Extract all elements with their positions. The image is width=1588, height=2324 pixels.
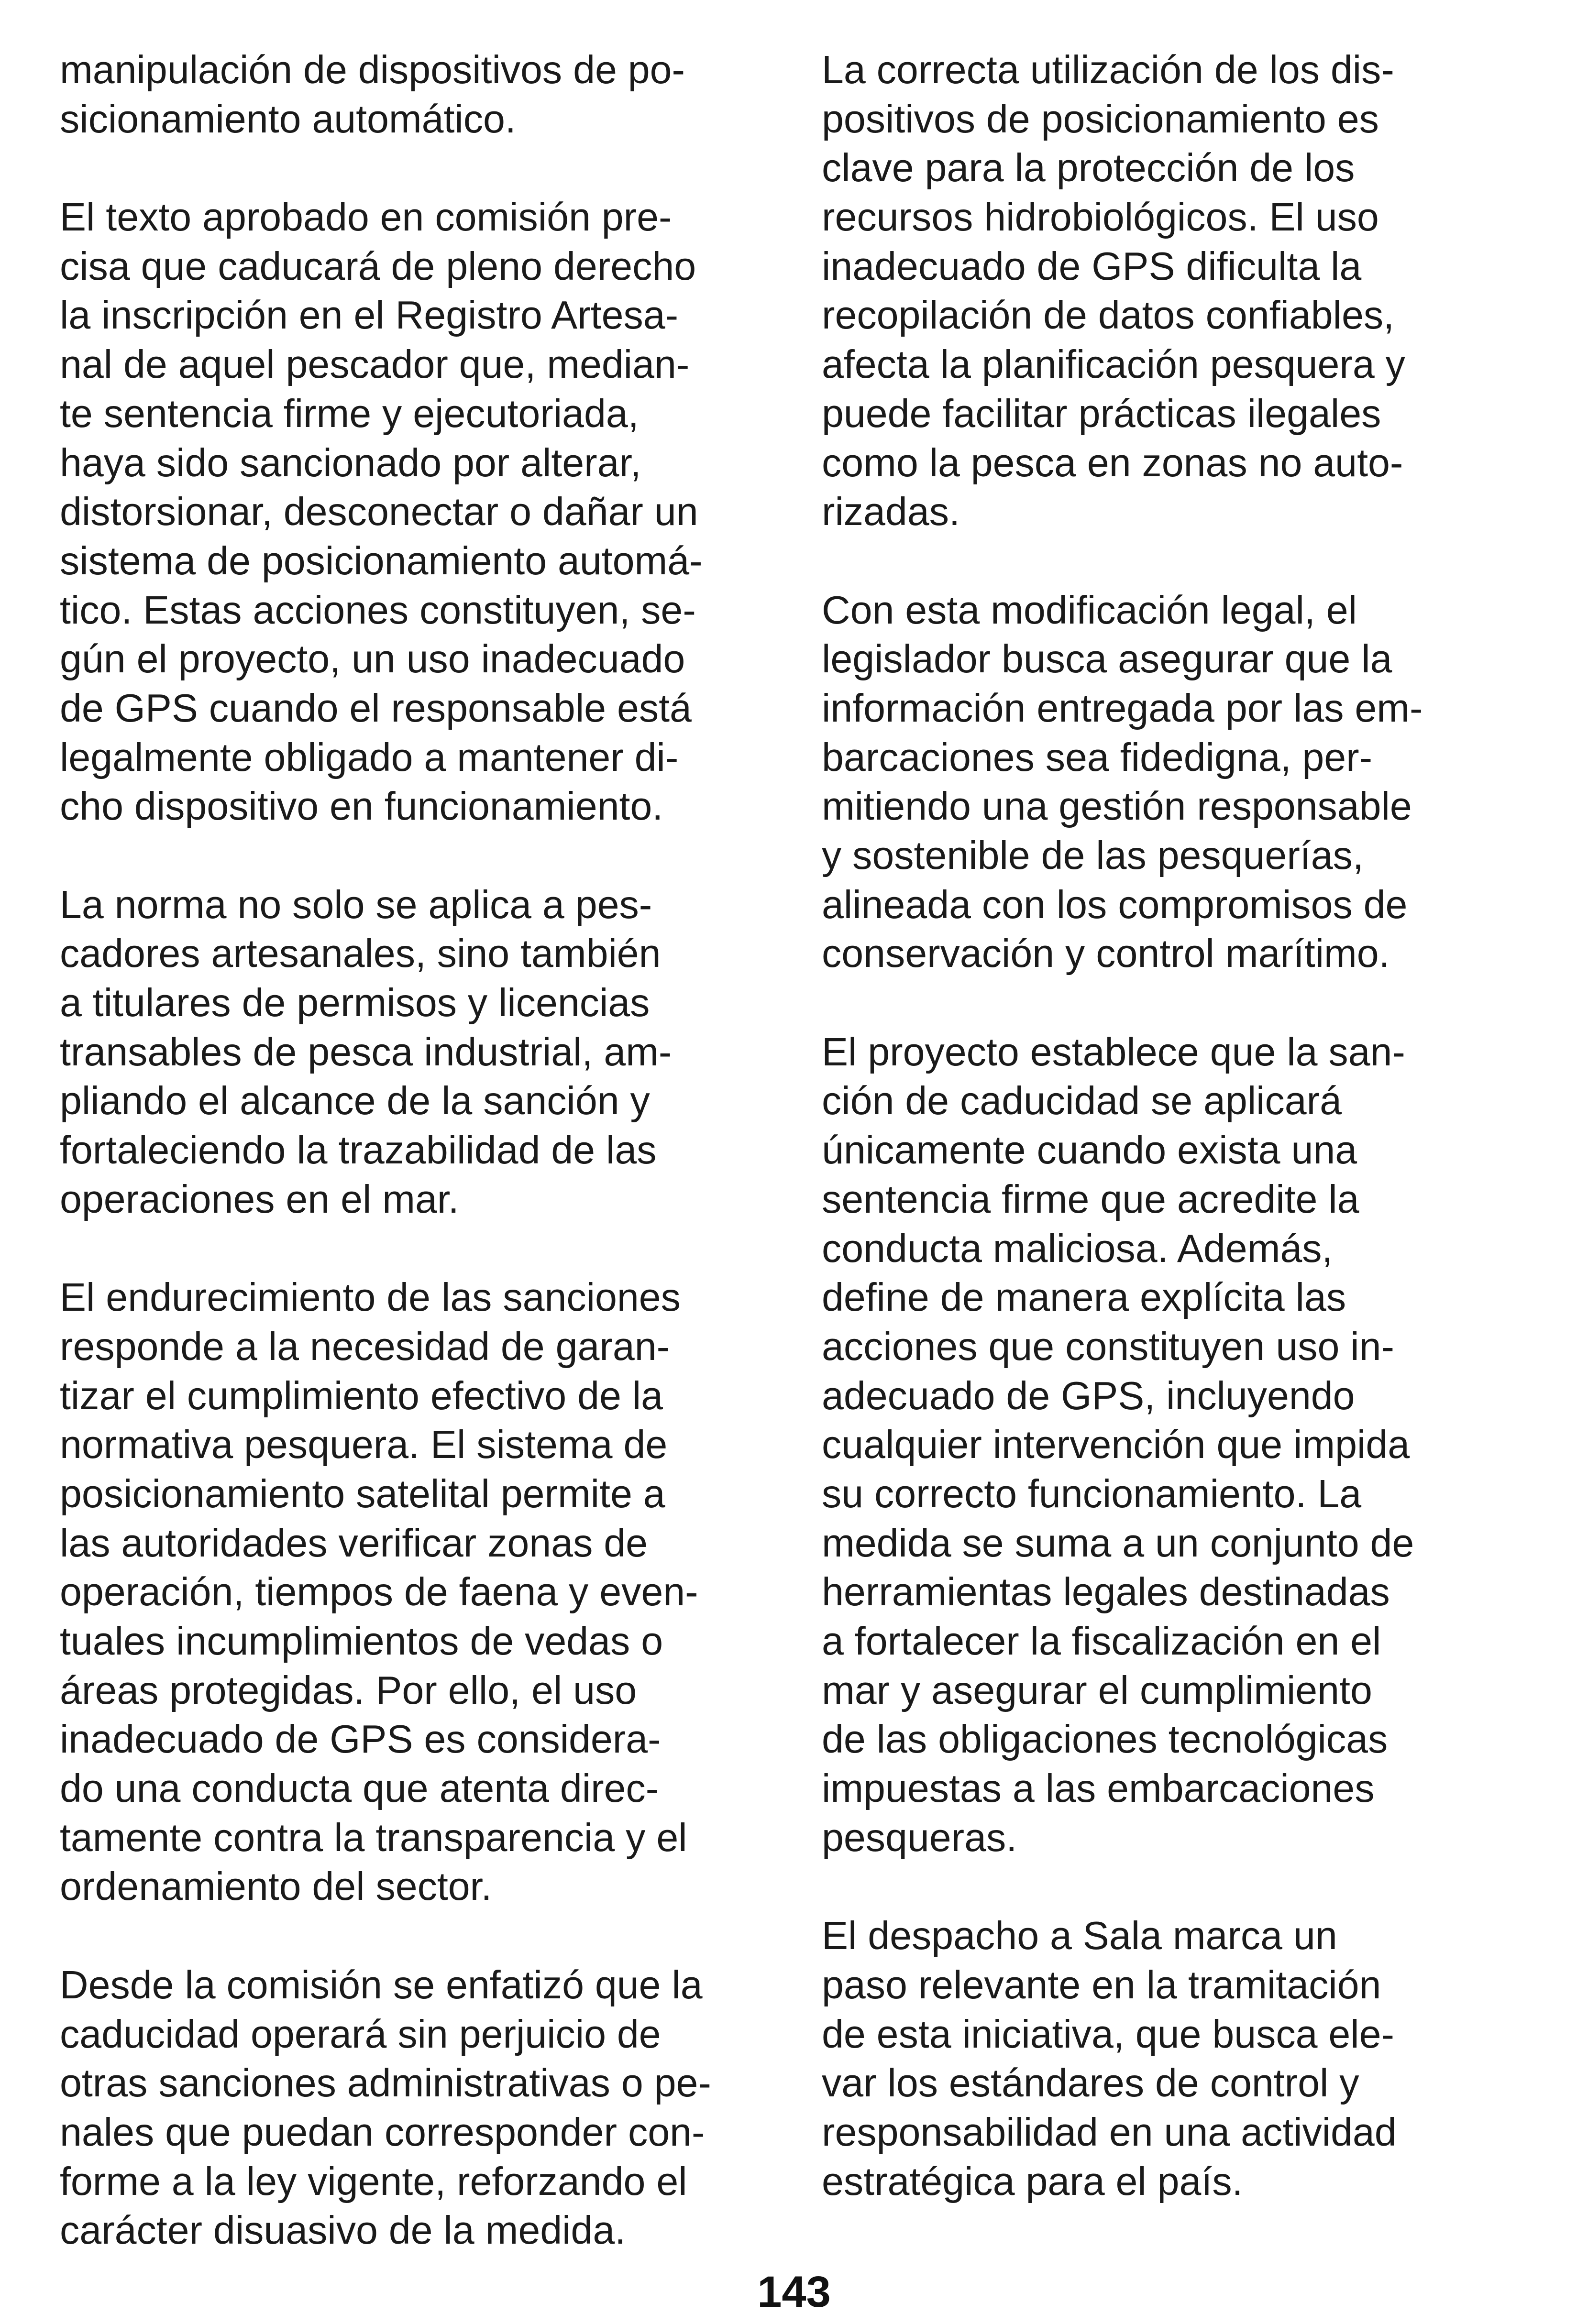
text-line: barcaciones sea fidedigna, per- xyxy=(822,735,1373,779)
text-line: nal de aquel pescador que, median- xyxy=(60,342,690,387)
left-text-column xyxy=(60,45,792,2255)
text-line: de GPS cuando el responsable está xyxy=(60,686,692,730)
right-text-column xyxy=(822,45,1554,2206)
page-number: 143 xyxy=(757,2268,831,2316)
text-line: cho dispositivo en funcionamiento. xyxy=(60,784,663,829)
text-line: impuestas a las embarcaciones xyxy=(822,1766,1375,1811)
text-line: operaciones en el mar. xyxy=(60,1177,459,1221)
text-line: estratégica para el país. xyxy=(822,2159,1243,2203)
text-line: tamente contra la transparencia y el xyxy=(60,1815,687,1860)
paragraph-gap xyxy=(60,143,792,193)
text-line: El texto aprobado en comisión pre- xyxy=(60,195,672,240)
text-line: medida se suma a un conjunto de xyxy=(822,1521,1414,1565)
text-line: distorsionar, desconectar o dañar un xyxy=(60,490,698,534)
text-line: forme a la ley vigente, reforzando el xyxy=(60,2159,687,2203)
text-line: fortaleciendo la trazabilidad de las xyxy=(60,1128,657,1173)
text-line: La correcta utilización de los dis- xyxy=(822,48,1394,92)
text-line: sicionamiento automático. xyxy=(60,97,516,141)
text-line: clave para la protección de los xyxy=(822,146,1355,190)
text-line: únicamente cuando exista una xyxy=(822,1128,1357,1173)
paragraph xyxy=(60,1273,792,1911)
text-line: legislador busca asegurar que la xyxy=(822,637,1392,681)
text-line: El proyecto establece que la san- xyxy=(822,1030,1405,1074)
text-line: cadores artesanales, sino también xyxy=(60,932,661,976)
text-line: legalmente obligado a mantener di- xyxy=(60,735,679,779)
text-line: conservación y control marítimo. xyxy=(822,932,1390,976)
text-line: El endurecimiento de las sanciones xyxy=(60,1275,681,1320)
text-line: mar y asegurar el cumplimiento xyxy=(822,1668,1372,1712)
text-line: a titulares de permisos y licencias xyxy=(60,981,650,1025)
text-line: inadecuado de GPS es considera- xyxy=(60,1717,661,1762)
text-line: tico. Estas acciones constituyen, se- xyxy=(60,588,696,632)
paragraph-gap xyxy=(60,1224,792,1273)
paragraph-gap xyxy=(60,1911,792,1961)
text-line: afecta la planificación pesquera y xyxy=(822,342,1405,387)
paragraph xyxy=(822,586,1554,979)
text-line: El despacho a Sala marca un xyxy=(822,1914,1337,1958)
text-line: de las obligaciones tecnológicas xyxy=(822,1717,1388,1762)
text-line: nales que puedan corresponder con- xyxy=(60,2110,705,2154)
text-line: acciones que constituyen uso in- xyxy=(822,1324,1394,1369)
text-line: transables de pesca industrial, am- xyxy=(60,1030,672,1074)
text-line: pliando el alcance de la sanción y xyxy=(60,1079,650,1123)
text-line: información entregada por las em- xyxy=(822,686,1423,730)
text-line: normativa pesquera. El sistema de xyxy=(60,1423,668,1467)
text-line: pesqueras. xyxy=(822,1815,1017,1860)
text-line: positivos de posicionamiento es xyxy=(822,97,1379,141)
text-line: tuales incumplimientos de vedas o xyxy=(60,1619,663,1663)
paragraph xyxy=(60,880,792,1224)
text-line: posicionamiento satelital permite a xyxy=(60,1471,665,1516)
text-line: define de manera explícita las xyxy=(822,1275,1346,1320)
text-line: cualquier intervención que impida xyxy=(822,1423,1410,1467)
text-line: conducta maliciosa. Además, xyxy=(822,1226,1333,1271)
text-line: paso relevante en la tramitación xyxy=(822,1962,1381,2007)
text-line: te sentencia firme y ejecutoriada, xyxy=(60,391,639,436)
text-line: recursos hidrobiológicos. El uso xyxy=(822,195,1379,240)
paragraph xyxy=(822,1028,1554,1863)
paragraph xyxy=(60,1961,792,2255)
text-line: tizar el cumplimiento efectivo de la xyxy=(60,1373,663,1418)
paragraph xyxy=(822,45,1554,537)
text-line: a fortalecer la fiscalización en el xyxy=(822,1619,1381,1663)
text-line: de esta iniciativa, que busca ele- xyxy=(822,2012,1394,2056)
text-line: inadecuado de GPS dificulta la xyxy=(822,244,1362,288)
text-line: sistema de posicionamiento automá- xyxy=(60,538,703,583)
text-line: caducidad operará sin perjuicio de xyxy=(60,2012,661,2056)
text-line: Desde la comisión se enfatizó que la xyxy=(60,1962,703,2007)
text-line: ordenamiento del sector. xyxy=(60,1864,492,1909)
text-line: y sostenible de las pesquerías, xyxy=(822,833,1364,877)
text-line: var los estándares de control y xyxy=(822,2061,1359,2105)
text-line: do una conducta que atenta direc- xyxy=(60,1766,659,1811)
text-line: responsabilidad en una actividad xyxy=(822,2110,1397,2154)
text-line: cisa que caducará de pleno derecho xyxy=(60,244,696,288)
text-line: manipulación de dispositivos de po- xyxy=(60,48,685,92)
paragraph-gap xyxy=(822,537,1554,586)
text-line: operación, tiempos de faena y even- xyxy=(60,1570,698,1614)
text-line: sentencia firme que acredite la xyxy=(822,1177,1359,1221)
text-line: responde a la necesidad de garan- xyxy=(60,1324,670,1369)
paragraph-gap xyxy=(822,1862,1554,1911)
text-line: gún el proyecto, un uso inadecuado xyxy=(60,637,685,681)
text-line: alineada con los compromisos de xyxy=(822,882,1408,927)
text-line: herramientas legales destinadas xyxy=(822,1570,1390,1614)
text-line: la inscripción en el Registro Artesa- xyxy=(60,293,679,338)
text-line: mitiendo una gestión responsable xyxy=(822,784,1412,829)
paragraph xyxy=(60,193,792,831)
text-line: recopilación de datos confiables, xyxy=(822,293,1395,338)
paragraph-gap xyxy=(60,831,792,880)
paragraph-gap xyxy=(822,978,1554,1028)
paragraph xyxy=(60,45,792,143)
text-line: como la pesca en zonas no auto- xyxy=(822,440,1403,485)
text-line: ción de caducidad se aplicará xyxy=(822,1079,1342,1123)
paragraph xyxy=(822,1911,1554,2206)
text-line: rizadas. xyxy=(822,490,960,534)
text-line: Con esta modificación legal, el xyxy=(822,588,1357,632)
text-line: otras sanciones administrativas o pe- xyxy=(60,2061,711,2105)
text-line: adecuado de GPS, incluyendo xyxy=(822,1373,1355,1418)
text-line: La norma no solo se aplica a pes- xyxy=(60,882,652,927)
text-line: carácter disuasivo de la medida. xyxy=(60,2208,626,2253)
text-line: haya sido sancionado por alterar, xyxy=(60,440,641,485)
text-line: su correcto funcionamiento. La xyxy=(822,1471,1362,1516)
text-line: las autoridades verificar zonas de xyxy=(60,1521,648,1565)
text-line: puede facilitar prácticas ilegales xyxy=(822,391,1381,436)
text-line: áreas protegidas. Por ello, el uso xyxy=(60,1668,637,1712)
